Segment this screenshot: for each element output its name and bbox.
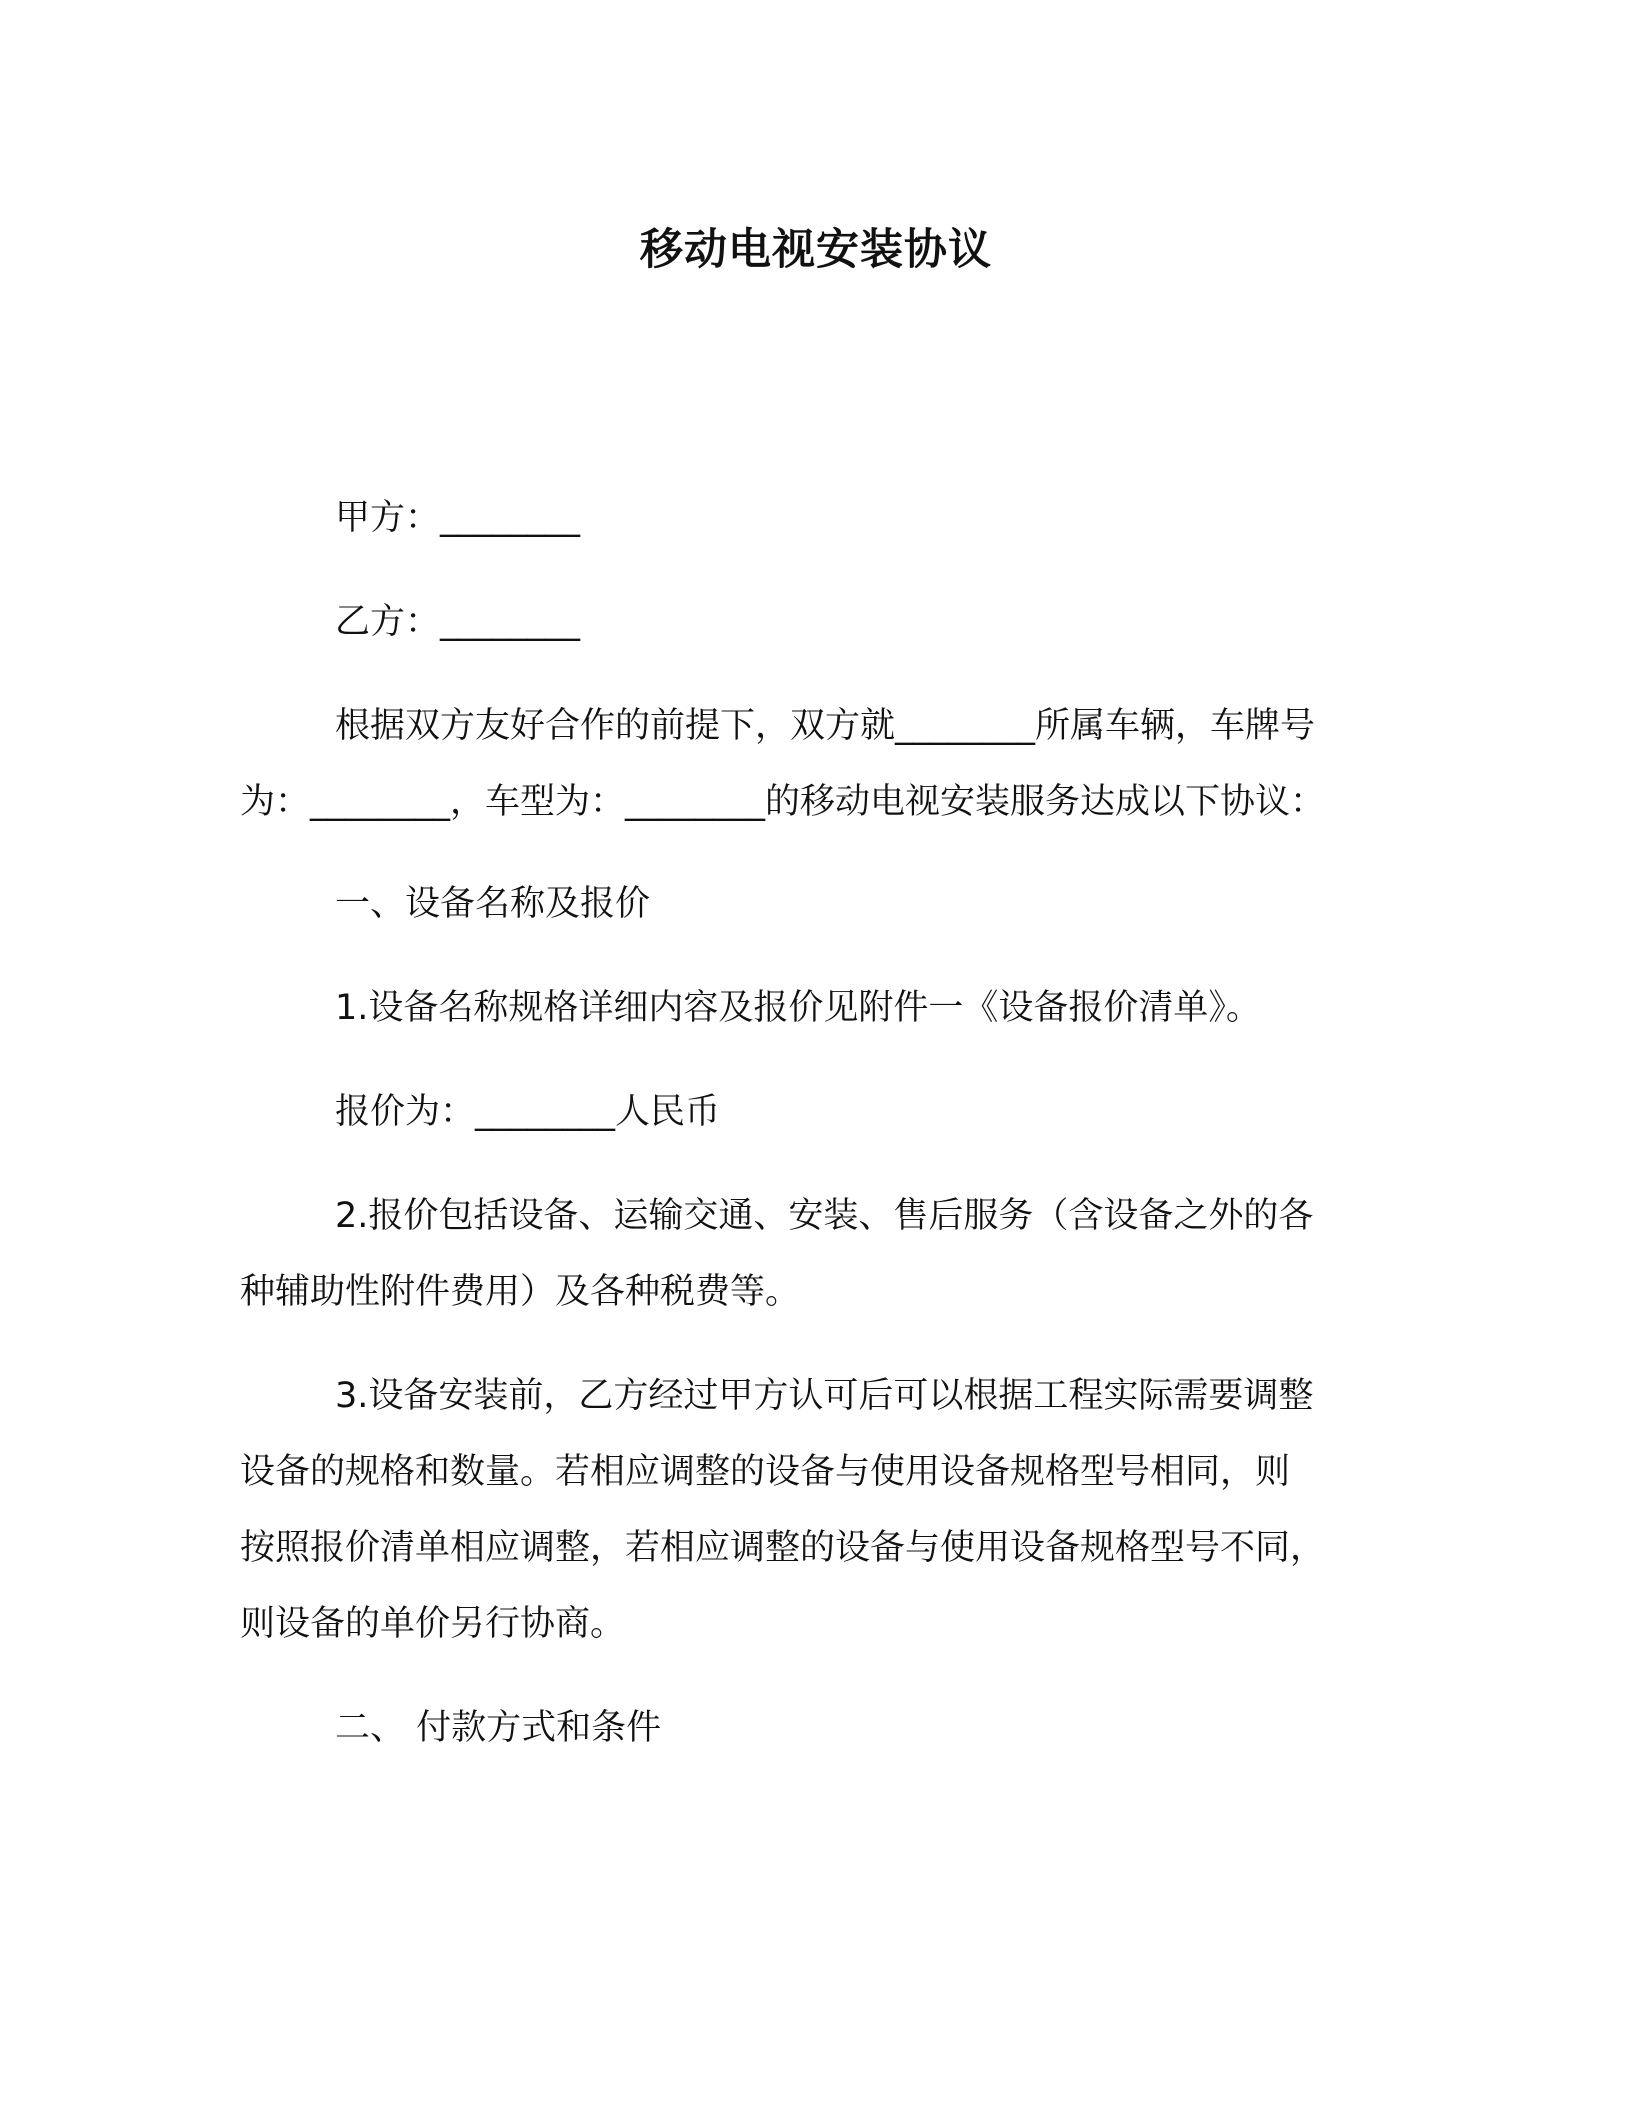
price-line: 报价为：________人民币 [335, 1092, 721, 1132]
item-3-line-2: 设备的规格和数量。若相应调整的设备与使用设备规格型号相同，则 [240, 1452, 1291, 1492]
intro-line-1: 根据双方友好合作的前提下，双方就________所属车辆，车牌号 [335, 706, 1316, 746]
party-b-line: 乙方：________ [335, 602, 581, 642]
item-3-line-1: 3.设备安装前，乙方经过甲方认可后可以根据工程实际需要调整 [335, 1376, 1314, 1416]
item-2-line-1: 2.报价包括设备、运输交通、安装、售后服务（含设备之外的各 [335, 1196, 1314, 1236]
intro-line-2: 为：________，车型为：________的移动电视安装服务达成以下协议： [240, 782, 1326, 822]
section-2-heading: 二、 付款方式和条件 [335, 1708, 662, 1748]
section-1-heading: 一、设备名称及报价 [335, 884, 651, 924]
item-1: 1.设备名称规格详细内容及报价见附件一《设备报价清单》。 [335, 988, 1261, 1028]
item-2-line-2: 种辅助性附件费用）及各种税费等。 [240, 1272, 801, 1312]
item-3-line-3: 按照报价清单相应调整，若相应调整的设备与使用设备规格型号不同， [240, 1528, 1326, 1568]
document-title: 移动电视安装协议 [640, 225, 992, 275]
party-a-line: 甲方：________ [335, 498, 581, 538]
item-3-line-4: 则设备的单价另行协商。 [240, 1604, 626, 1644]
